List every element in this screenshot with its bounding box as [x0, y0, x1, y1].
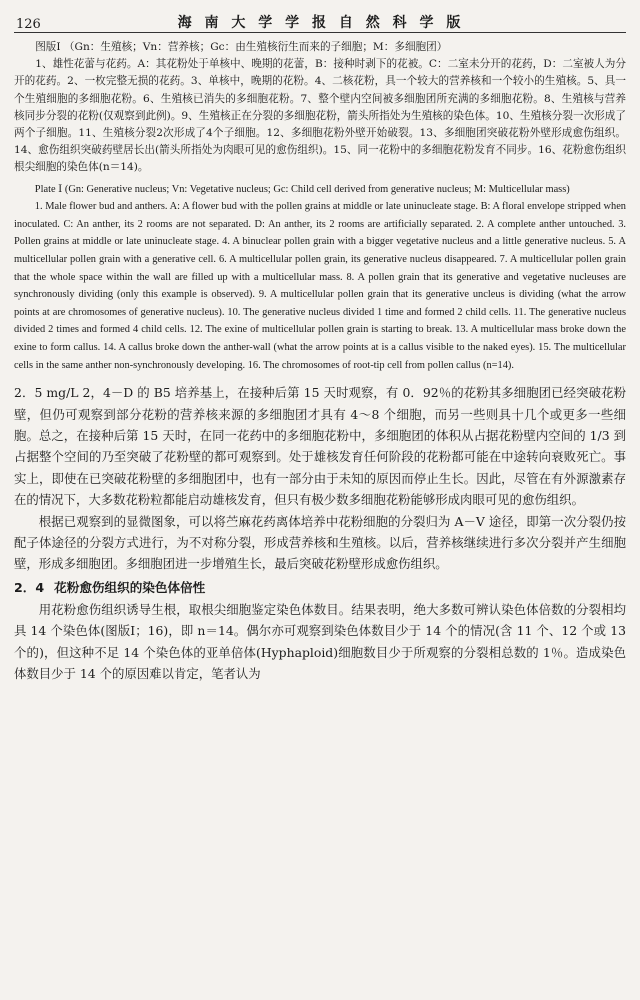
page-number: 126 [16, 17, 41, 32]
paragraph: 2．5 mg/L 2，4－D 的 B5 培养基上，在接种后第 15 天时观察，有 0．92％的花粉其多细胞团已经突破花粉壁，但仍可观察到部分花粉的营养核来源的多细胞团才具有 4～8 个细胞，而另一些则具十几个或更多一些细胞。总之，在接种后第 15 天时，在同一花药中的多细胞花粉中，多细胞团的体积从占据花粉壁内空间的 1/3 到占据整个空间的乃至突破了花粉壁的都可观察到。处于雄核发育任何阶段的花粉都可能在中途转向衰败死亡。事实上，即使在已突破花粉壁的多细胞团中，也有一部分由于未知的原因而停止生长。因此，尽管在有外源激素存在的情况下，大多数花粉粒都能启动雄核发育，但只有极少数多细胞花粉能够形成肉眼可见的愈伤组织。 [14, 385, 626, 508]
plate-caption [14, 39, 626, 374]
running-header [14, 0, 626, 33]
section-title: 花粉愈伤组织的染色体倍性 [54, 579, 206, 595]
section-heading [14, 577, 626, 599]
caption-en-legend: Plate Ⅰ (Gn: Generative nucleus; Vn: Vegetative nucleus; Gc: Child cell derived from generative nucleus; M: Multicellular mass) [34, 183, 570, 195]
caption-cn-text: 1、雄性花蕾与花药。A：其花粉处于单核中、晚期的花蕾，B：接种时剥下的花被。C：二室未分开的花药，D：二室被人为分开的花药。2、一枚完整无损的花药。3、单核中，晚期的花粉。4、二核花粉，具一个较大的营养核和一个较小的生殖核。5、具一个生殖细胞的多细胞花粉。6、生殖核已消失的多细胞花粉。7、整个壁内空间被多细胞团所充满的多细胞花粉。8、生殖核与营养核同步分裂的花粉(仅观察到此例)。9、生殖核正在分裂的多细胞花粉，箭头所指处为生殖核的染色体。10、生殖核分裂一次形成了两个子细胞。11、生殖核分裂2次形成了4个子细胞。12、多细胞花粉外壁开始破裂。13、多细胞团突破花粉外壁形成愈伤组织。14、愈伤组织突破药壁居长出(箭头所指处为肉眼可见的愈伤组织)。15、同一花粉中的多细胞花粉发育不同步。16、花粉愈伤组织根尖细胞的染色体(n＝14)。 [14, 58, 626, 174]
paragraph: 根据已观察到的显微图象，可以将苎麻花药离体培养中花粉细胞的分裂归为 A－V 途径，即第一次分裂仍按配子体途径的分裂方式进行，为不对称分裂，形成营养核和生殖核。以后，营养核继续进行多次分裂并产生细胞壁，形成多细胞团。多细胞团进一步增殖生长，最后突破花粉壁形成愈伤组织。 [14, 513, 626, 572]
paragraph: 用花粉愈伤组织诱导生根，取根尖细胞鉴定染色体数目。结果表明，绝大多数可辨认染色体倍数的分裂相均具 14 个染色体(图版Ⅰ；16)，即 n＝14。偶尔亦可观察到染色体数目少于 14 个的情况(含 11 个、12 个或 13 个的)，但这种不足 14 个染色体的亚单倍体(Hyphaploid)细胞数目少于所观察的分裂相总数的 1％。造成染色体数目少于 14 个的原因难以肯定，笔者认为 [14, 601, 626, 682]
caption-cn-legend: 图版Ⅰ （Gn：生殖核；Vn：营养核；Gc：由生殖核衍生而来的子细胞；M：多细胞团） [35, 41, 448, 53]
section-number: 2．4 [14, 579, 45, 595]
journal-title: 海 南 大 学 学 报 自 然 科 学 版 [177, 15, 465, 31]
body-text [14, 382, 626, 684]
caption-en-text: 1. Male flower bud and anthers. A: A flower bud with the pollen grains at middle or late uninucleate stage. B: A floral envelope stripped when inoculated. C: An anther, its 2 rooms are not separated. D: An anther, its 2 rooms are artificially separated. 2. A complete anther untouched. 3. Pollen grains at middle or late uninucleate stage. 4. A binuclear pollen grain with a bigger vegetative nucleus and a little generative nucleus. 5. A multicellular pollen grain with a generative cell. 6. A multicellular pollen grain, its generative nucleus disappeared. 7. A multicellular pollen grain that the whole space within the wall are filled up with a multicellular mass. 8. A pollen grain that its generative and vegetative nucleuses are synchronously dividing (only this example is observed). 9. A multicellular pollen grain that its generative uncleus is dividing (what the arrow points at are chromosomes of generative nucleus). 10. The generative nucleus divided 1 time and formed 2 child cells. 11. The generative nucleus divided 2 times and formed 4 child cells. 12. The exine of multicellular pollen grain is starting to break. 13. A multicellular mass broke down the exine to form callus. 14. A callus broke down the anther-wall (what the arrow points at is a callus visible to the naked eyes). 15. The multicellular cells in the same anther non-synchronously developing. 16. The chromosomes of root-tip cell from pollen callus (n=14). [14, 201, 626, 371]
